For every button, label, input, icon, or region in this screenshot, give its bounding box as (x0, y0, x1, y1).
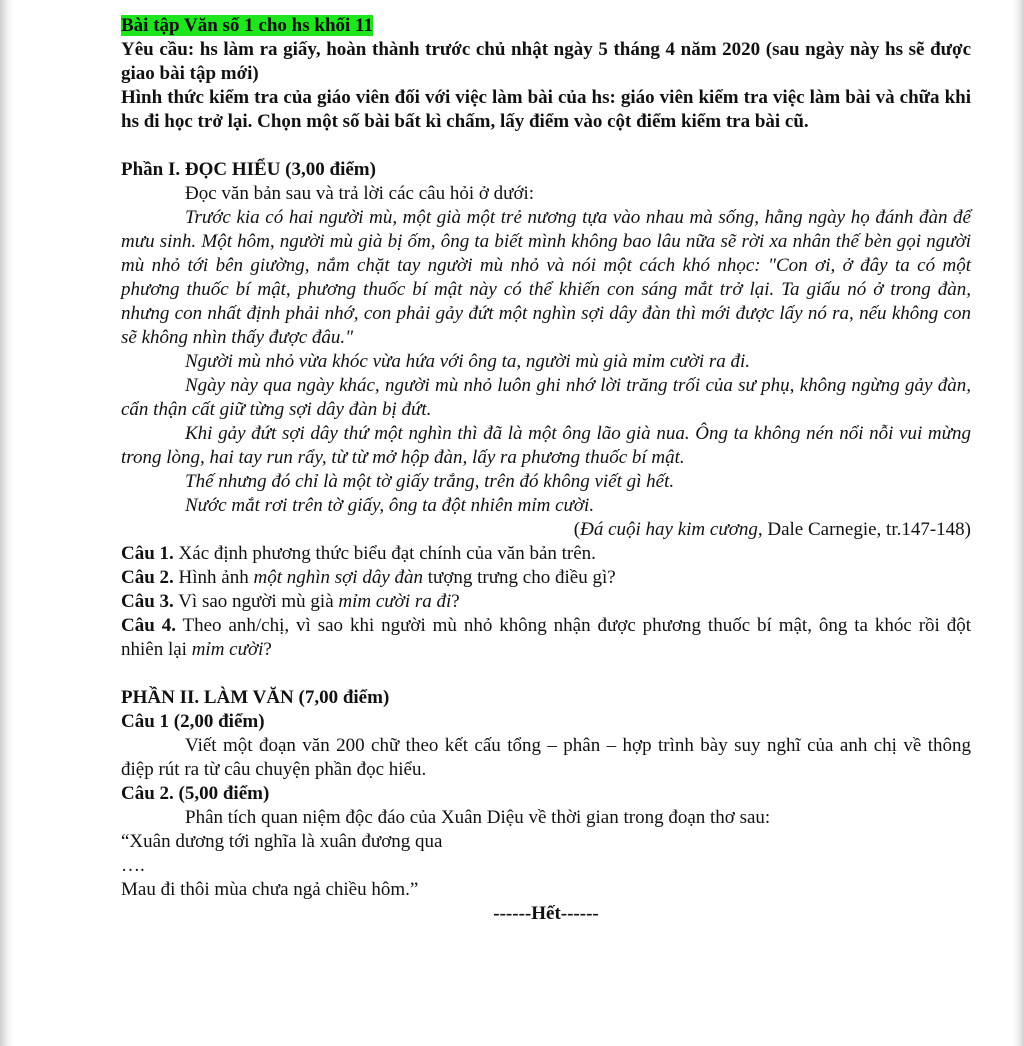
source-open-paren: ( (573, 519, 581, 540)
question-3-italic: mỉm cười ra đi (338, 591, 452, 612)
question-4 (121, 614, 971, 662)
question-4-italic: mỉm cười (191, 639, 264, 660)
question-3-text-a: Vì sao người mù già (173, 591, 339, 612)
essay-question-2-text: Phân tích quan niệm độc đáo của Xuân Diệu về thời gian trong đoạn thơ sau: (185, 807, 771, 828)
question-1-text: Xác định phương thức biểu đạt chính của văn bản trên. (173, 543, 596, 564)
passage-paragraph-1: Trước kia có hai người mù, một già một trẻ nương tựa vào nhau mà sống, hằng ngày họ đánh đàn để mưu sinh. Một hôm, người mù già bị ốm, ông ta biết mình không bao lâu nữa sẽ rời xa nhân thế bèn gọi người mù nhỏ tới bên giường, nắm chặt tay người mù nhỏ và nói một cách khó nhọc: "Con ơi, ở đây ta có một phương thuốc bí mật, phương thuốc bí mật này có thể khiến con sáng mắt trở lại. Ta giấu nó ở trong đàn, nhưng con nhất định phải nhớ, con phải gảy đứt một nghìn sợi dây đàn thì mới được lấy nó ra, nếu không con sẽ không nhìn thấy được đâu." (121, 207, 971, 348)
highlighted-title: Bài tập Văn số 1 cho hs khối 11 (121, 15, 374, 36)
question-2-text-a: Hình ảnh (173, 567, 254, 588)
requirement-text: Yêu cầu: hs làm ra giấy, hoàn thành trước chủ nhật ngày 5 tháng 4 năm 2020 (sau ngày này hs sẽ được giao bài tập mới) (121, 39, 971, 84)
question-3 (121, 590, 971, 614)
poem-line-2: Mau đi thôi mùa chưa ngả chiều hôm.” (121, 879, 419, 900)
essay-question-1-text: Viết một đoạn văn 200 chữ theo kết cấu tổng – phân – hợp trình bày suy nghĩ của anh chị về thông điệp rút ra từ câu chuyện phần đọc hiểu. (121, 735, 971, 780)
question-2-italic: một nghìn sợi dây đàn (253, 567, 424, 588)
spacer (121, 662, 971, 686)
question-2-label: Câu 2. (121, 567, 174, 588)
poem-ellipsis: …. (121, 855, 145, 876)
end-marker: ------Hết------ (493, 903, 599, 924)
question-3-text-b: ? (451, 591, 460, 612)
question-4-label: Câu 4. (121, 615, 176, 636)
poem-line-1: “Xuân dương tới nghĩa là xuân đương qua (121, 831, 443, 852)
source-rest: , Dale Carnegie, tr.147-148) (757, 519, 971, 540)
question-2 (121, 566, 971, 590)
passage-paragraph-4: Khi gảy đứt sợi dây thứ một nghìn thì đã là một ông lão già nua. Ông ta không nén nổi nỗi vui mừng trong lòng, hai tay run rẩy, từ từ mở hộp đàn, lấy ra phương thuốc bí mật. (121, 423, 971, 468)
part1-heading: Phần I. ĐỌC HIỂU (3,00 điểm) (121, 159, 376, 180)
question-1 (121, 542, 971, 566)
essay-question-1-heading: Câu 1 (2,00 điểm) (121, 711, 265, 732)
checking-method-text: Hình thức kiểm tra của giáo viên đối với việc làm bài của hs: giáo viên kiểm tra việc làm bài và chữa khi hs đi học trở lại. Chọn một số bài bất kì chấm, lấy điểm vào cột điểm kiểm tra bài cũ. (121, 87, 971, 132)
page-edge-right-shadow (1012, 0, 1024, 1046)
passage-paragraph-5: Thế nhưng đó chỉ là một tờ giấy trắng, trên đó không viết gì hết. (185, 471, 675, 492)
passage-paragraph-2: Người mù nhỏ vừa khóc vừa hứa với ông ta, người mù già mỉm cười ra đi. (185, 351, 751, 372)
essay-question-2-heading: Câu 2. (5,00 điểm) (121, 783, 270, 804)
page-edge-left-shadow (0, 0, 14, 1046)
question-3-label: Câu 3. (121, 591, 174, 612)
document-header-title (121, 14, 971, 38)
part2-heading: PHẦN II. LÀM VĂN (7,00 điểm) (121, 687, 390, 708)
question-2-text-b: tượng trưng cho điều gì? (423, 567, 616, 588)
question-4-text-a: Theo anh/chị, vì sao khi người mù nhỏ không nhận được phương thuốc bí mật, ông ta khóc rồi đột nhiên lại (121, 615, 971, 660)
spacer (121, 134, 971, 158)
question-4-text-b: ? (263, 639, 272, 660)
passage-paragraph-6: Nước mắt rơi trên tờ giấy, ông ta đột nhiên mỉm cười. (185, 495, 595, 516)
source-title: Đá cuội hay kim cương (580, 519, 758, 540)
question-1-label: Câu 1. (121, 543, 174, 564)
passage-paragraph-3: Ngày này qua ngày khác, người mù nhỏ luôn ghi nhớ lời trăng trối của sư phụ, không ngừng gảy đàn, cẩn thận cất giữ từng sợi dây đàn bị đứt. (121, 375, 971, 420)
passage-source (121, 518, 971, 542)
reading-instruction: Đọc văn bản sau và trả lời các câu hỏi ở dưới: (185, 183, 535, 204)
document-page (121, 14, 971, 926)
